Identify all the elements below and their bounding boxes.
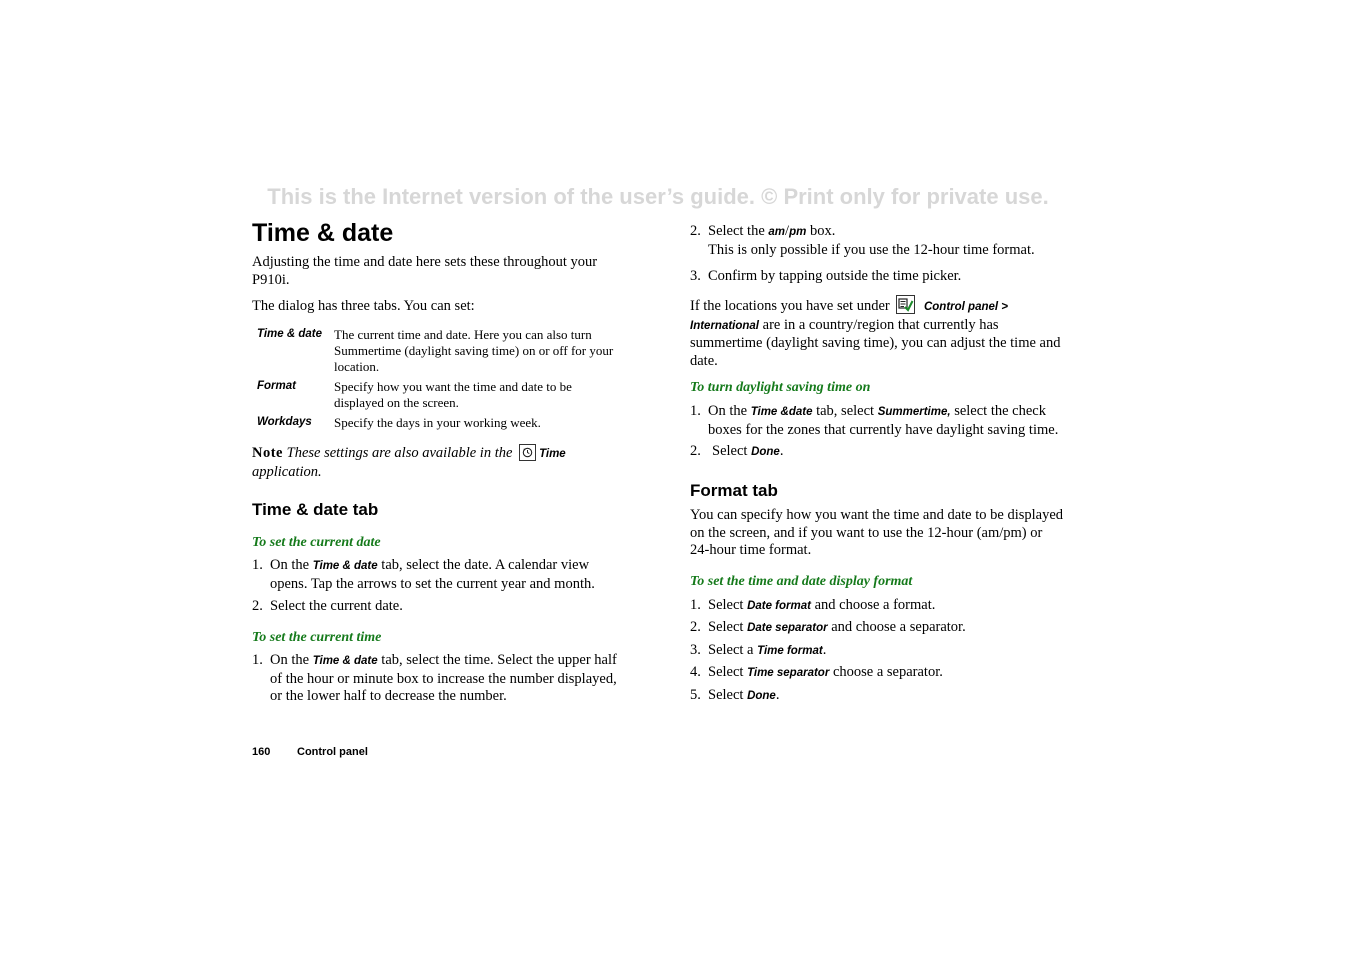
- table-value: The current time and date. Here you can also turn Summertime (daylight saving time) on or off for your location.: [334, 327, 614, 374]
- step-text: Select Done.: [708, 687, 780, 703]
- list-item: [252, 557, 624, 593]
- step-number: 1.: [690, 403, 701, 419]
- ui-term: Summertime,: [877, 406, 951, 418]
- table-value: Specify the days in your working week.: [334, 415, 541, 430]
- note-label: Note: [252, 445, 283, 461]
- page-title: Time & date: [252, 219, 394, 247]
- ui-term: Done: [751, 446, 780, 458]
- tabs-intro: The dialog has three tabs. You can set:: [252, 298, 475, 314]
- step-text: On the Time & date tab, select the time. Select the upper half of the hour or minute box to increase the number displayed, or the lower half to decrease the number.: [270, 652, 617, 704]
- note-text-end: application.: [252, 463, 322, 480]
- ui-term: Control panel >: [923, 301, 1008, 313]
- list-item: [690, 268, 1065, 286]
- step-text: Confirm by tapping outside the time picker.: [708, 268, 962, 284]
- tabs-table: [252, 325, 624, 435]
- ui-term: Time format: [757, 645, 823, 657]
- step-text: On the Time &date tab, select Summertime, select the check boxes for the zones that currently have daylight saving time.: [708, 403, 1059, 438]
- section-title-format-tab: Format tab: [690, 481, 778, 500]
- step-number: 3.: [690, 642, 701, 658]
- note-ui-time: Time: [539, 448, 566, 460]
- procedure-title: To turn daylight saving time on: [690, 380, 871, 395]
- step-number: 1.: [252, 652, 263, 668]
- step-number: 2.: [252, 598, 263, 614]
- step-text: Select Date format and choose a format.: [708, 597, 936, 613]
- ui-term: International: [690, 319, 760, 332]
- section-title-time-date-tab: Time & date tab: [252, 500, 379, 519]
- procedure-title: To set the current date: [252, 535, 381, 550]
- step-number: 2.: [690, 619, 701, 635]
- procedure-title: To set the time and date display format: [690, 574, 913, 589]
- list-item: [690, 642, 1065, 660]
- step-number: 2.: [690, 223, 701, 239]
- step-number: 5.: [690, 687, 701, 703]
- ui-term: Date separator: [747, 622, 828, 634]
- step-text: Select the am/pm box. This is only possible if you use the 12-hour time format.: [708, 223, 1035, 258]
- ui-term: Time & date: [312, 560, 378, 572]
- table-key: Time & date: [257, 328, 322, 340]
- step-number: 2.: [690, 443, 701, 459]
- note-text: These settings are also available in the: [286, 445, 513, 461]
- table-key: Format: [257, 380, 296, 392]
- step-number: 1.: [252, 557, 263, 573]
- step-number: 3.: [690, 268, 701, 284]
- table-value: Specify how you want the time and date to be displayed on the screen.: [334, 379, 572, 410]
- step-text: Select a Time format.: [708, 642, 827, 658]
- ui-term: pm: [789, 226, 807, 238]
- list-item: [690, 597, 1065, 615]
- table-key: Workdays: [257, 416, 312, 428]
- footer-section: Control panel: [297, 746, 368, 758]
- intro-paragraph: Adjusting the time and date here sets these throughout your P910i.: [252, 254, 598, 288]
- ui-term: Done: [747, 690, 776, 702]
- format-intro: You can specify how you want the time and date to be displayed on the screen, and if you want to use the 12-hour (am/pm) or 24-hour time format.: [690, 507, 1064, 558]
- list-item: [252, 652, 624, 706]
- list-item: [690, 687, 1065, 705]
- ui-term: Time &date: [750, 406, 813, 418]
- procedure-title: To set the current time: [252, 630, 382, 645]
- list-item: [690, 619, 1065, 637]
- step-text: Select Date separator and choose a separator.: [708, 619, 966, 635]
- list-item: [690, 443, 1065, 461]
- step-number: 4.: [690, 664, 701, 680]
- watermark: This is the Internet version of the user’s guide. © Print only for private use.: [267, 184, 1049, 209]
- step-text: Select Done.: [712, 443, 784, 459]
- control-panel-icon: [896, 295, 915, 314]
- locations-paragraph: If the locations you have set under Control panel > International are in a country/region that currently has summertime (daylight saving time), you can adjust the time and date.: [690, 295, 1065, 370]
- step-text: Select Time separator choose a separator.: [708, 664, 943, 680]
- step-text: On the Time & date tab, select the date. A calendar view opens. Tap the arrows to set the current year and month.: [270, 557, 595, 592]
- clock-icon: [519, 444, 536, 461]
- step-text: Select the current date.: [270, 598, 403, 614]
- ui-term: Time separator: [747, 667, 830, 679]
- ui-term: Date format: [747, 600, 811, 612]
- page-number: 160: [252, 746, 271, 758]
- list-item: [690, 223, 1065, 259]
- list-item: [690, 664, 1065, 682]
- note: [252, 444, 624, 481]
- list-item: [252, 598, 624, 616]
- step-number: 1.: [690, 597, 701, 613]
- list-item: [690, 403, 1065, 439]
- ui-term: am: [768, 226, 786, 238]
- ui-term: Time & date: [312, 655, 378, 667]
